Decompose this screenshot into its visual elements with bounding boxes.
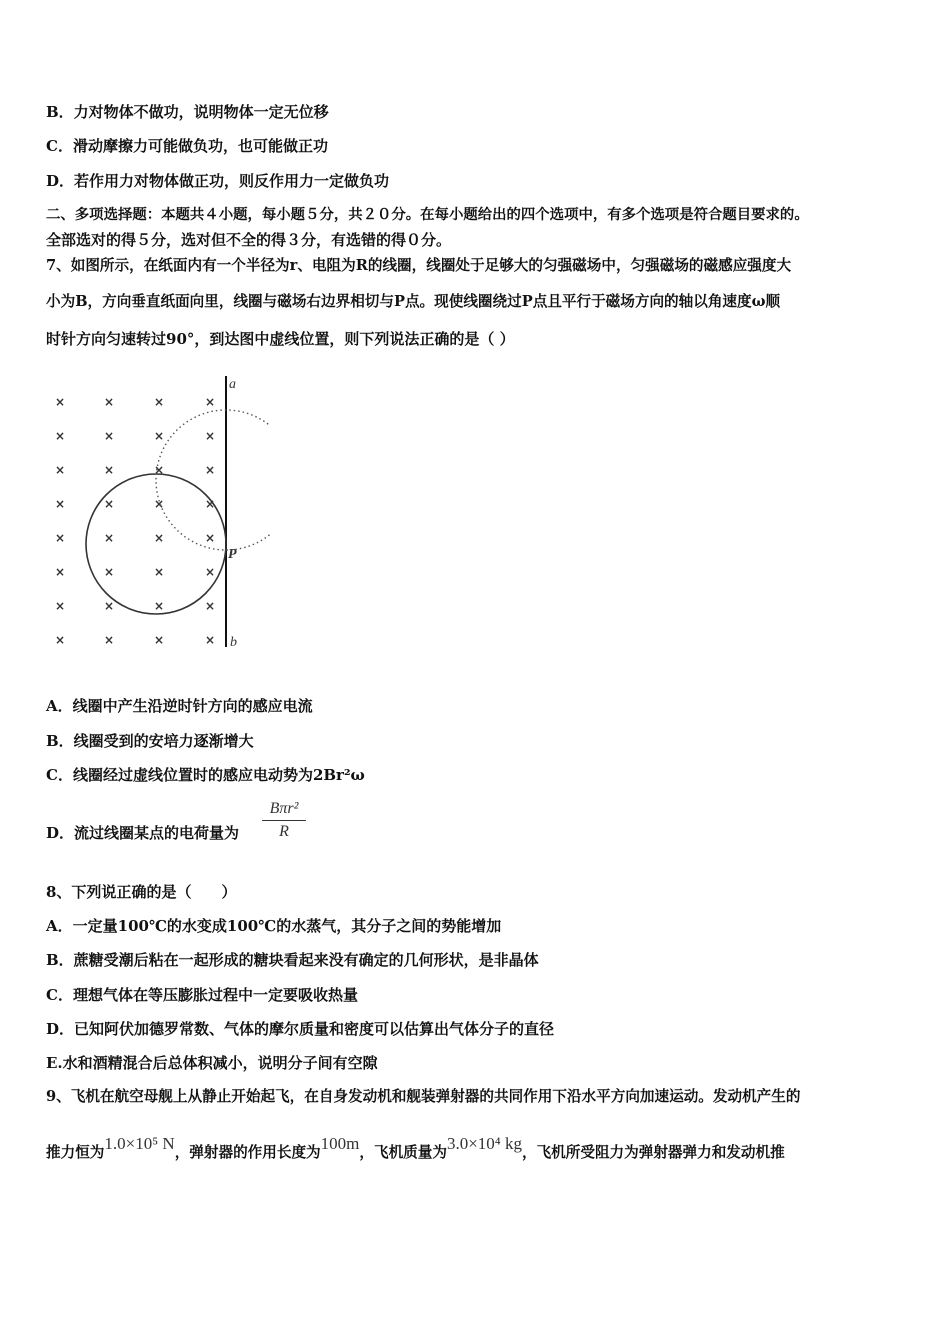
field-cross-mark: × xyxy=(103,599,115,613)
field-cross-mark: × xyxy=(153,429,165,443)
q7-option-d-fraction xyxy=(262,800,306,841)
field-cross-mark: × xyxy=(54,497,66,511)
q9-text-length: ，弹射器的作用长度为 xyxy=(174,1144,321,1161)
field-cross-mark: × xyxy=(153,565,165,579)
field-cross-mark: × xyxy=(103,429,115,443)
section2-heading-line1: 二、多项选择题：本题共４小题，每小题５分，共２０分。在每小题给出的四个选项中，有多个选项是符合题目要求的。 xyxy=(46,206,809,223)
field-cross-mark: × xyxy=(153,633,165,647)
field-cross-mark: × xyxy=(204,429,216,443)
field-cross-mark: × xyxy=(153,395,165,409)
field-cross-mark: × xyxy=(103,395,115,409)
q9-stem-line1: 9、飞机在航空母舰上从静止开始起飞，在自身发动机和舰装弹射器的共同作用下沿水平方向加速运动。发动机产生的 xyxy=(46,1088,801,1105)
field-cross-mark: × xyxy=(204,599,216,613)
q8-stem: 8、下列说正确的是（ ） xyxy=(46,883,237,901)
q9-text-resistance: ，飞机所受阻力为弹射器弹力和发动机推 xyxy=(521,1144,785,1161)
field-cross-mark: × xyxy=(204,395,216,409)
q7-stem-line2: 小为B，方向垂直纸面向里，线圈与磁场右边界相切与P点。现使线圈绕过P点且平行于磁场方向的轴以角速度ω顺 xyxy=(46,293,781,310)
fraction-denominator: R xyxy=(279,823,289,840)
q9-text-mass: ，飞机质量为 xyxy=(359,1144,447,1161)
q8-option-c: C．理想气体在等压膨胀过程中一定要吸收热量 xyxy=(46,986,358,1004)
q9-stem-line2 xyxy=(46,1134,785,1163)
field-crosses xyxy=(55,395,215,647)
field-cross-mark: × xyxy=(153,463,165,477)
field-cross-mark: × xyxy=(153,531,165,545)
q8-option-b: B．蔗糖受潮后粘在一起形成的糖块看起来没有确定的几何形状，是非晶体 xyxy=(46,951,539,969)
q9-value-mass: 3.0×10⁴ kg xyxy=(446,1134,522,1153)
field-cross-mark: × xyxy=(103,463,115,477)
field-cross-mark: × xyxy=(54,429,66,443)
field-cross-mark: × xyxy=(103,497,115,511)
q8-option-a: A．一定量100℃的水变成100℃的水蒸气，其分子之间的势能增加 xyxy=(46,917,502,935)
q7-option-a: A．线圈中产生沿逆时针方向的感应电流 xyxy=(46,697,313,715)
q7-stem-line1: 7、如图所示，在纸面内有一个半径为r、电阻为R的线圈，线圈处于足够大的匀强磁场中，匀强磁场的磁感应强度大 xyxy=(46,257,792,274)
field-cross-mark: × xyxy=(153,497,165,511)
option-c-q6: C．滑动摩擦力可能做负功，也可能做正功 xyxy=(46,137,328,155)
field-cross-mark: × xyxy=(103,565,115,579)
fraction-numerator: Bπr² xyxy=(262,800,306,821)
option-d-q6: D．若作用力对物体做正功，则反作用力一定做负功 xyxy=(46,172,390,190)
field-cross-mark: × xyxy=(103,531,115,545)
q9-value-length: 100m xyxy=(320,1134,360,1153)
field-cross-mark: × xyxy=(204,531,216,545)
q9-text-thrust: 推力恒为 xyxy=(46,1144,105,1161)
field-cross-mark: × xyxy=(54,633,66,647)
field-cross-mark: × xyxy=(103,633,115,647)
field-cross-mark: × xyxy=(54,395,66,409)
label-p: P xyxy=(228,547,237,562)
q7-stem-line3: 时针方向匀速转过90°，到达图中虚线位置，则下列说法正确的是（ ） xyxy=(46,330,515,348)
field-cross-mark: × xyxy=(204,497,216,511)
field-cross-mark: × xyxy=(204,633,216,647)
option-b-q6: B．力对物体不做功，说明物体一定无位移 xyxy=(46,103,329,121)
magnetic-field-figure xyxy=(40,372,270,657)
field-cross-mark: × xyxy=(54,599,66,613)
label-a: a xyxy=(229,377,236,392)
section2-heading-line2: 全部选对的得５分，选对但不全的得３分，有选错的得０分。 xyxy=(46,231,452,249)
field-cross-mark: × xyxy=(54,463,66,477)
field-cross-mark: × xyxy=(204,463,216,477)
q7-option-c: C．线圈经过虚线位置时的感应电动势为2Br²ω xyxy=(46,766,365,784)
field-cross-mark: × xyxy=(204,565,216,579)
q8-option-d: D．已知阿伏加德罗常数、气体的摩尔质量和密度可以估算出气体分子的直径 xyxy=(46,1020,555,1038)
field-cross-mark: × xyxy=(153,599,165,613)
q9-value-thrust: 1.0×10⁵ N xyxy=(104,1134,175,1153)
field-cross-mark: × xyxy=(54,565,66,579)
q7-option-b: B．线圈受到的安培力逐渐增大 xyxy=(46,732,254,750)
field-cross-mark: × xyxy=(54,531,66,545)
label-b: b xyxy=(230,635,237,650)
q7-option-d: D．流过线圈某点的电荷量为 xyxy=(46,824,240,842)
q8-option-e: E.水和酒精混合后总体积减小，说明分子间有空隙 xyxy=(46,1054,378,1072)
